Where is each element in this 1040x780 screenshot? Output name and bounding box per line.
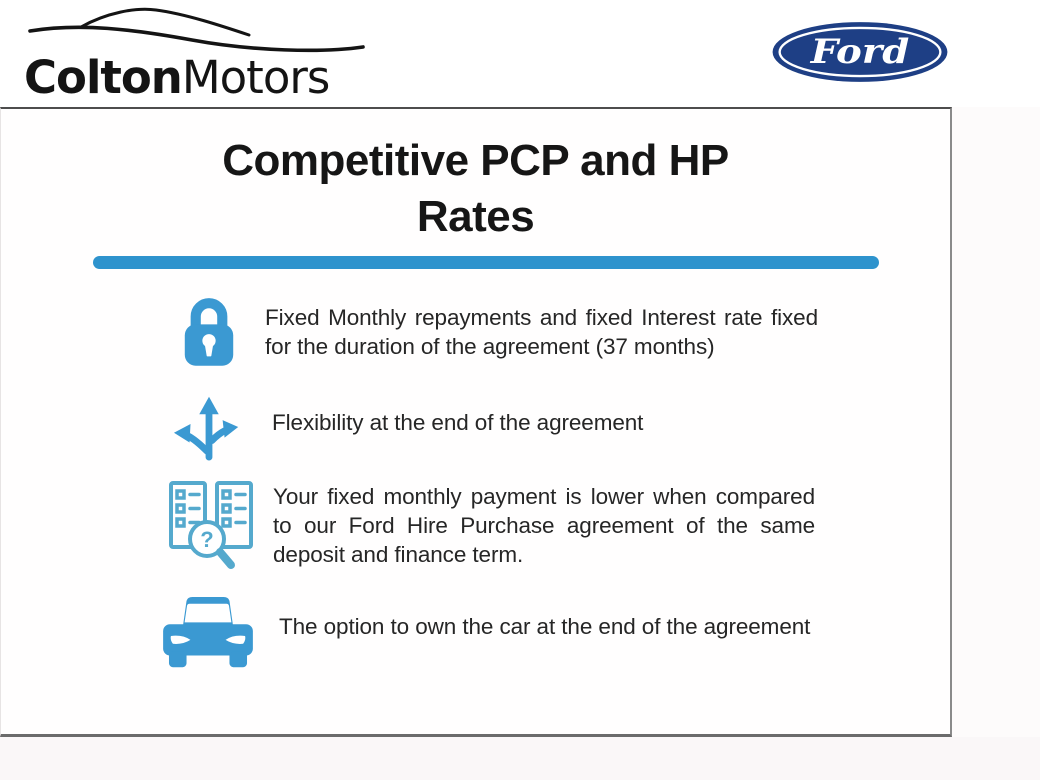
ford-logo bbox=[772, 21, 948, 83]
bullet-text-own-the-car: The option to own the car at the end of the agreement bbox=[279, 614, 811, 639]
colton-motors-wordmark bbox=[24, 51, 330, 104]
bullet-text-lower-payment: Your fixed monthly payment is lower when compared to our Ford Hire Purchase agreement of the same deposit and finance term. bbox=[273, 484, 815, 567]
question-mark-glyph: ? bbox=[200, 527, 214, 552]
bullet-text-flexibility: Flexibility at the end of the agreement bbox=[272, 410, 644, 435]
ford-script-text: Ford bbox=[809, 32, 910, 73]
brand-name-bold: Colton bbox=[24, 51, 182, 104]
page-title bbox=[1, 133, 950, 245]
page-margin-bottom bbox=[0, 737, 1040, 780]
bullet-text-fixed-repayments: Fixed Monthly repayments and fixed Interest rate fixed for the duration of the agreement (37 months) bbox=[265, 305, 818, 359]
page-title-line2: Rates bbox=[416, 192, 535, 241]
colton-motors-logo bbox=[20, 4, 374, 104]
comparison-search-icon bbox=[163, 475, 259, 575]
accent-divider-bar bbox=[93, 256, 879, 269]
brand-name-light: Motors bbox=[181, 51, 330, 104]
lock-icon bbox=[184, 290, 234, 368]
car-icon bbox=[161, 595, 255, 675]
page-margin-right bbox=[952, 107, 1040, 737]
branching-arrows-icon bbox=[170, 389, 248, 461]
finance-rates-card bbox=[0, 107, 952, 737]
page-title-line1: Competitive PCP and HP bbox=[222, 136, 729, 185]
